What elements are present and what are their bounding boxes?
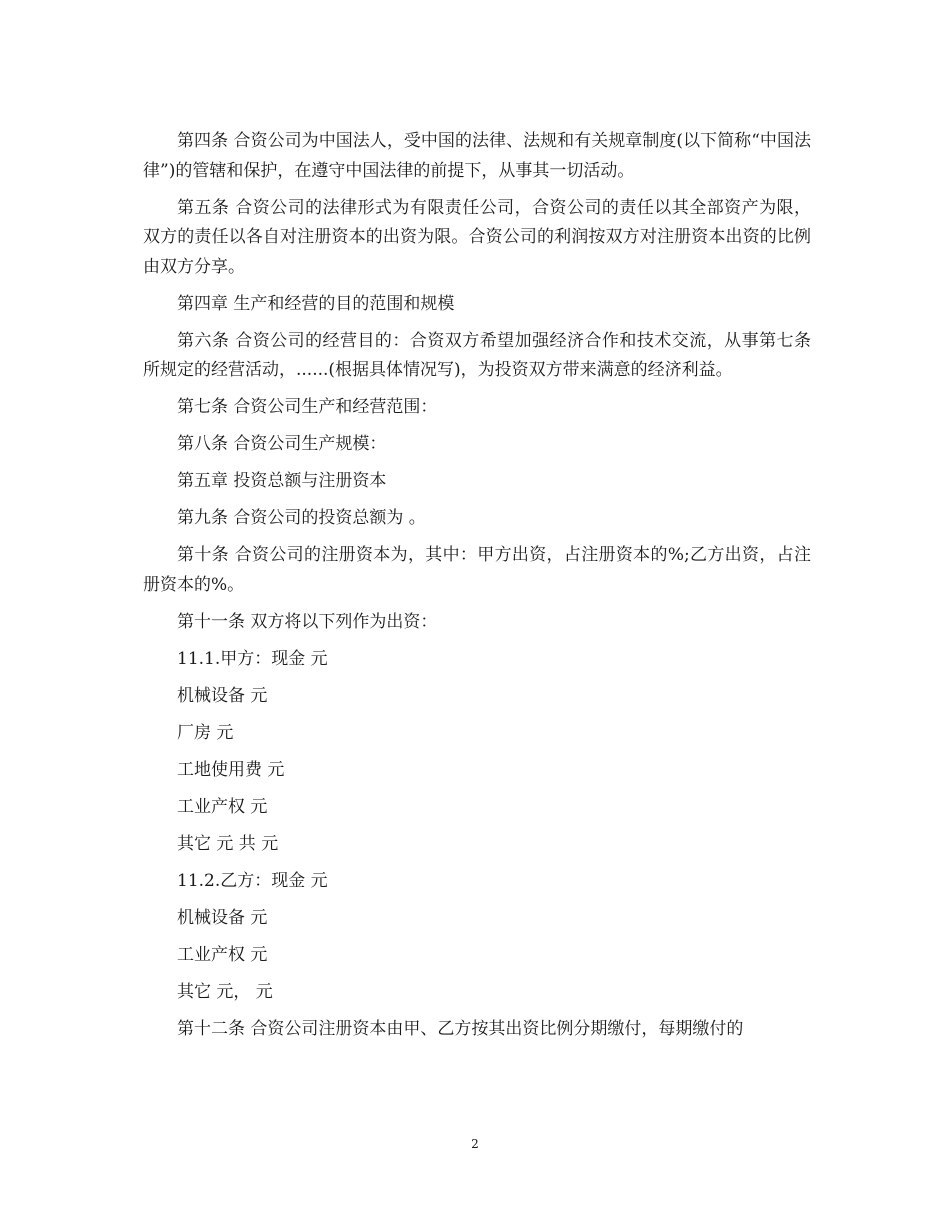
paragraph-article-9: 第九条 合资公司的投资总额为 。 — [177, 508, 426, 528]
list-item-party-b-other: 其它 元， 元 — [177, 981, 273, 1002]
paragraph-article-12: 第十二条 合资公司注册资本由甲、乙方按其出资比例分期缴付，每期缴付的 — [177, 1018, 744, 1039]
paragraph-article-5: 第五条 合资公司的法律形式为有限责任公司，合资公司的责任以其全部资产为限，双方的责任以各自对注册资本的出资为限。合资公司的利润按双方对注册资本出资的比例由双方分享。 — [143, 197, 811, 277]
list-item-party-a-ip: 工业产权 元 — [177, 796, 268, 817]
paragraph-article-6: 第六条 合资公司的经营目的：合资双方希望加强经济合作和技术交流，从事第七条所规定的经营活动，......(根据具体情况写)，为投资双方带来满意的经济利益。 — [143, 330, 811, 380]
paragraph-article-4: 第四条 合资公司为中国法人，受中国的法律、法规和有关规章制度(以下简称“中国法律”)的管辖和保护，在遵守中国法律的前提下，从事其一切活动。 — [143, 131, 811, 181]
document-body — [143, 127, 811, 1052]
list-item-party-a-other: 其它 元 共 元 — [177, 833, 279, 854]
list-item-party-a-cash: 11.1.甲方：现金 元 — [177, 648, 328, 669]
paragraph-article-7: 第七条 合资公司生产和经营范围： — [177, 397, 438, 417]
list-item-party-a-site-fee: 工地使用费 元 — [177, 759, 285, 780]
list-item-party-a-plant: 厂房 元 — [177, 722, 234, 743]
list-item-party-a-machinery: 机械设备 元 — [177, 685, 268, 706]
chapter-heading-4: 第四章 生产和经营的目的范围和规模 — [177, 293, 455, 314]
page-number: 2 — [471, 1137, 479, 1151]
chapter-heading-5: 第五章 投资总额与注册资本 — [177, 471, 387, 491]
list-item-party-b-ip: 工业产权 元 — [177, 944, 268, 965]
paragraph-article-10: 第十条 合资公司的注册资本为，其中：甲方出资，占注册资本的%;乙方出资，占注册资本的%。 — [143, 545, 811, 595]
list-item-party-b-cash: 11.2.乙方：现金 元 — [177, 870, 328, 891]
list-item-party-b-machinery: 机械设备 元 — [177, 907, 268, 928]
paragraph-article-11: 第十一条 双方将以下列作为出资： — [177, 611, 438, 632]
paragraph-article-8: 第八条 合资公司生产规模： — [177, 434, 387, 454]
